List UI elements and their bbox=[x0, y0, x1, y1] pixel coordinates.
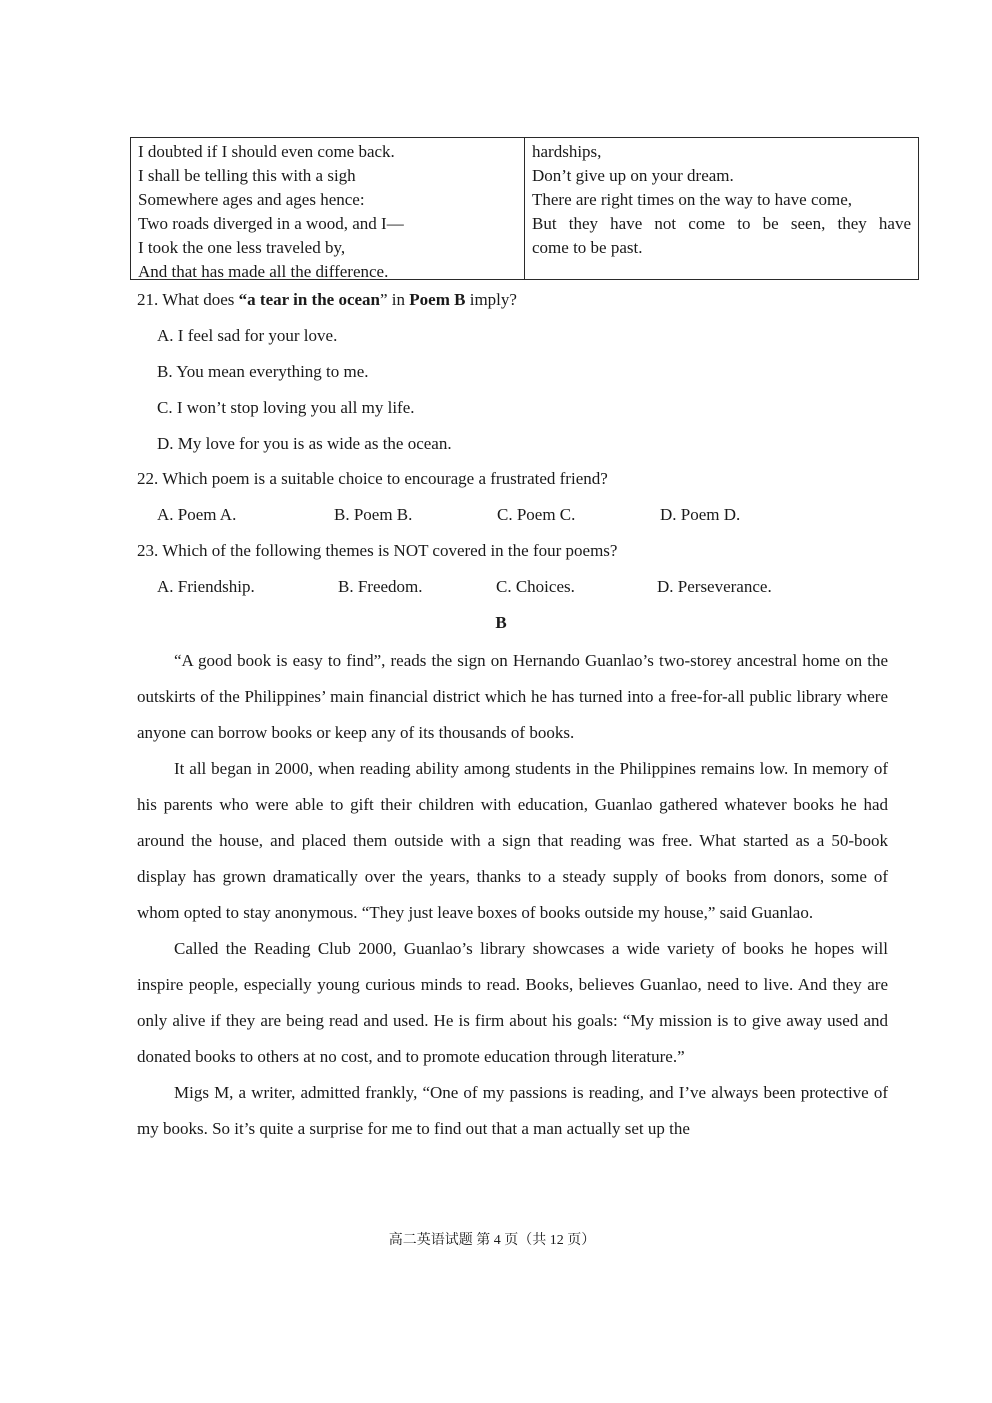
section-b-title: B bbox=[495, 613, 507, 632]
poem-line: There are right times on the way to have come, bbox=[532, 190, 853, 209]
passage-b bbox=[137, 643, 888, 1147]
question-23: 23. Which of the following themes is NOT covered in the four poems? bbox=[137, 541, 618, 560]
passage-paragraph: Called the Reading Club 2000, Guanlao’s library showcases a wide variety of books he hopes will inspire people, especially young curious minds to read. Books, believes Guanlao, need to live. And they are only alive if they are being read and used. He is firm about his goals: “My mission is to give away used and donated books to others at no cost, and to promote education through literature.” bbox=[137, 939, 888, 1066]
question-21 bbox=[137, 290, 517, 310]
question-21-mid: ” in bbox=[380, 290, 410, 309]
question-21-quote: “a tear in the ocean bbox=[238, 290, 381, 309]
poem-line: I doubted if I should even come back. bbox=[138, 142, 395, 161]
poem-line: Two roads diverged in a wood, and I— bbox=[138, 214, 404, 233]
passage-paragraph: “A good book is easy to find”, reads the sign on Hernando Guanlao’s two-storey ancestral home on the outskirts of the Philippines’ main financial district which he has turned into a free-for-all public library where anyone can borrow books or keep any of its thousands of books. bbox=[137, 651, 888, 742]
q23-options bbox=[157, 577, 857, 601]
q21-option-c[interactable]: C. I won’t stop loving you all my life. bbox=[157, 398, 415, 417]
question-21-poem: Poem B bbox=[409, 290, 466, 309]
poem-line: I shall be telling this with a sigh bbox=[138, 166, 356, 185]
poem-line: And that has made all the difference. bbox=[138, 262, 389, 281]
q23-option-c[interactable]: C. Choices. bbox=[496, 577, 575, 596]
q22-option-a[interactable]: A. Poem A. bbox=[157, 505, 237, 524]
page-footer bbox=[0, 1229, 992, 1249]
question-21-prefix: 21. What does bbox=[137, 290, 239, 309]
poem-line: I took the one less traveled by, bbox=[138, 238, 346, 257]
poem-line: Somewhere ages and ages hence: bbox=[138, 190, 365, 209]
q21-option-a[interactable]: A. I feel sad for your love. bbox=[157, 326, 338, 345]
poem-line: come to be past. bbox=[532, 238, 643, 257]
q23-option-a[interactable]: A. Friendship. bbox=[157, 577, 255, 596]
poem-line: hardships, bbox=[532, 142, 602, 161]
q22-option-c[interactable]: C. Poem C. bbox=[497, 505, 576, 524]
poem-cell-right bbox=[525, 138, 918, 279]
poem-line: Don’t give up on your dream. bbox=[532, 166, 734, 185]
q22-options bbox=[157, 505, 857, 529]
poem-line: But they have not come to be seen, they have bbox=[532, 214, 911, 233]
question-21-suffix: imply? bbox=[465, 290, 517, 309]
poem-table bbox=[130, 137, 919, 280]
poem-cell-left bbox=[131, 138, 525, 279]
question-22: 22. Which poem is a suitable choice to encourage a frustrated friend? bbox=[137, 469, 608, 488]
section-b-heading bbox=[0, 613, 992, 633]
q22-option-d[interactable]: D. Poem D. bbox=[660, 505, 741, 524]
q23-option-b[interactable]: B. Freedom. bbox=[338, 577, 423, 596]
q21-option-d[interactable]: D. My love for you is as wide as the ocean. bbox=[157, 434, 452, 453]
q23-option-d[interactable]: D. Perseverance. bbox=[657, 577, 772, 596]
passage-paragraph: Migs M, a writer, admitted frankly, “One of my passions is reading, and I’ve always been protective of my books. So it’s quite a surprise for me to find out that a man actually set up the bbox=[137, 1083, 888, 1138]
passage-paragraph: It all began in 2000, when reading ability among students in the Philippines remains low. In memory of his parents who were able to gift their children with education, Guanlao gathered whatever books he had around the house, and placed them outside with a sign that reading was free. What started as a 50-book display has grown dramatically over the years, thanks to a steady supply of books from donors, some of whom opted to stay anonymous. “They just leave boxes of books outside my house,” said Guanlao. bbox=[137, 759, 888, 922]
page-footer-text: 高二英语试题 第 4 页（共 12 页） bbox=[388, 1233, 596, 1248]
q21-option-b[interactable]: B. You mean everything to me. bbox=[157, 362, 369, 381]
q22-option-b[interactable]: B. Poem B. bbox=[334, 505, 413, 524]
